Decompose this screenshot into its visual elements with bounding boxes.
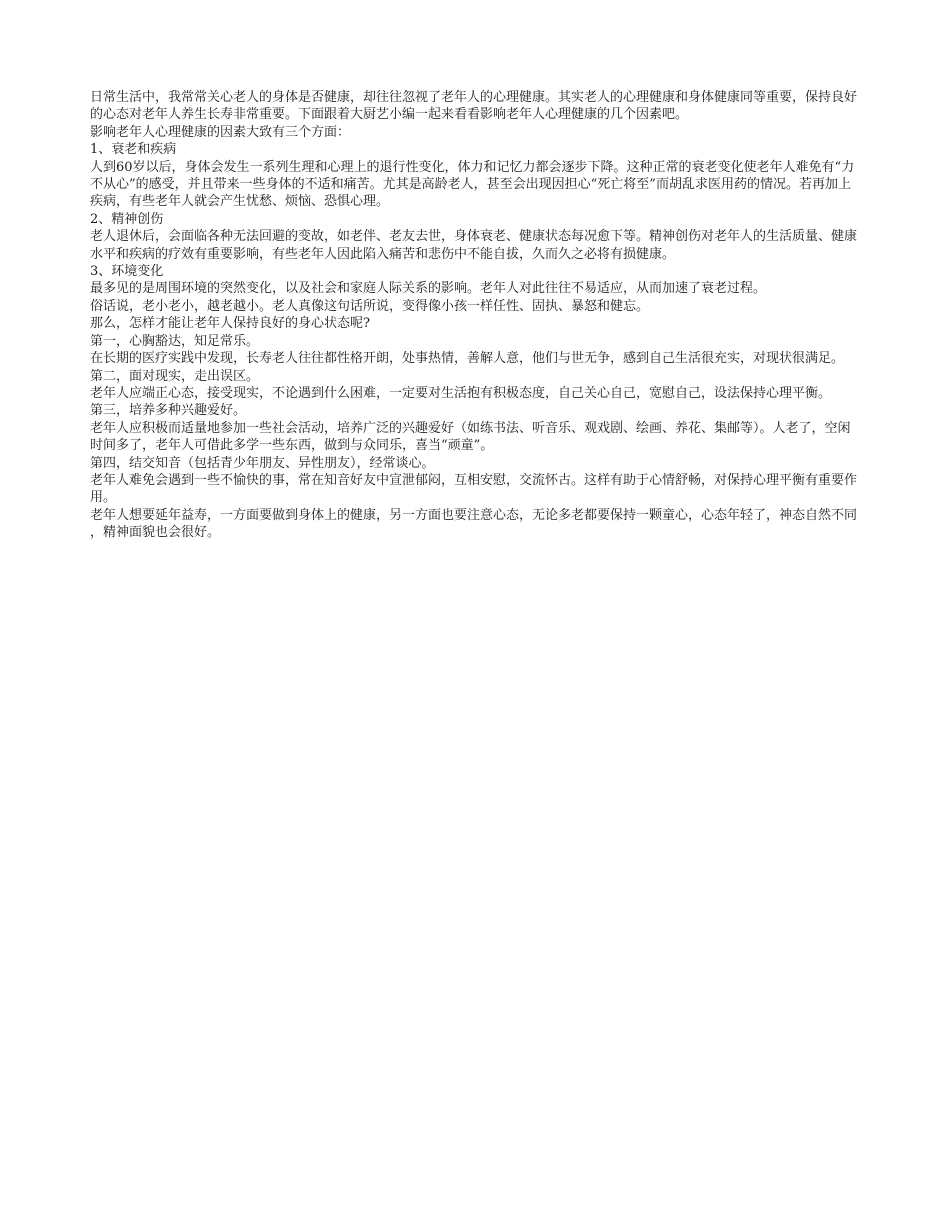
factors-intro: 影响老年人心理健康的因素大致有三个方面： — [90, 124, 351, 140]
tip-body-2: 老年人应端正心态，接受现实，不论遇到什么困难，一定要对生活抱有积极态度，自己关心自己，宽慰自己，设法保持心理平衡。 — [90, 385, 832, 401]
factor-body-trauma: 老人退休后，会面临各种无法回避的变故，如老伴、老友去世，身体衰老、健康状态每况愈下等。精神创伤对老年人的生活质量、健康水平和疾病的疗效有重要影响，有些老年人因此陷入痛苦和悲伤中不能自拔，久而久之必将有损健康。 — [90, 229, 858, 262]
factor-heading-aging: 1、衰老和疾病 — [90, 142, 177, 158]
tip-heading-1: 第一，心胸豁达，知足常乐。 — [90, 333, 260, 349]
intro-paragraph: 日常生活中，我常常关心老人的身体是否健康，却往往忽视了老年人的心理健康。其实老人的心理健康和身体健康同等重要，保持良好的心态对老年人养生长寿非常重要。下面跟着大厨艺小编一起来看看影响老年人心理健康的几个因素吧。 — [90, 90, 858, 123]
conclusion-paragraph: 老年人想要延年益寿，一方面要做到身体上的健康，另一方面也要注意心态，无论多老都要保持一颗童心，心态年轻了，神态自然不同，精神面貌也会很好。 — [90, 507, 858, 541]
tip-heading-2: 第二，面对现实，走出误区。 — [90, 368, 260, 384]
tip-body-4: 老年人难免会遇到一些不愉快的事，常在知音好友中宣泄郁闷，互相安慰，交流怀古。这样有助于心情舒畅，对保持心理平衡有重要作用。 — [90, 472, 858, 506]
factor-heading-environment: 3、环境变化 — [90, 264, 164, 280]
factor-body-aging: 人到60岁以后，身体会发生一系列生理和心理上的退行性变化，体力和记忆力都会逐步下降。这种正常的衰老变化使老年人难免有“力不从心”的感受，并且带来一些身体的不适和痛苦。尤其是高龄老人，甚至会出现因担心“死亡将至”而胡乱求医用药的情况。若再加上疾病，有些老年人就会产生忧愁、烦恼、恐惧心理。 — [90, 159, 855, 210]
tip-heading-3: 第三，培养多种兴趣爱好。 — [90, 403, 247, 419]
tip-heading-4: 第四，结交知音（包括青少年朋友、异性朋友），经常谈心。 — [90, 455, 435, 471]
tip-body-3: 老年人应积极而适量地参加一些社会活动，培养广泛的兴趣爱好（如练书法、听音乐、观戏剧、绘画、养花、集邮等）。人老了，空闲时间多了，老年人可借此多学一些东西，做到与众同乐，喜当“顽童”。 — [90, 420, 851, 454]
question-paragraph: 那么，怎样才能让老年人保持良好的身心状态呢? — [90, 316, 370, 332]
factor-heading-trauma: 2、精神创伤 — [90, 211, 164, 227]
proverb-paragraph: 俗话说，老小老小，越老越小。老人真像这句话所说，变得像小孩一样任性、固执、暴怒和健忘。 — [90, 298, 650, 314]
document-body — [90, 89, 860, 542]
tip-body-1: 在长期的医疗实践中发现，长寿老人往往都性格开朗，处事热情，善解人意，他们与世无争，感到自己生活很充实，对现状很满足。 — [90, 351, 845, 367]
factor-body-environment: 最多见的是周围环境的突然变化，以及社会和家庭人际关系的影响。老年人对此往往不易适应，从而加速了衰老过程。 — [90, 281, 767, 297]
